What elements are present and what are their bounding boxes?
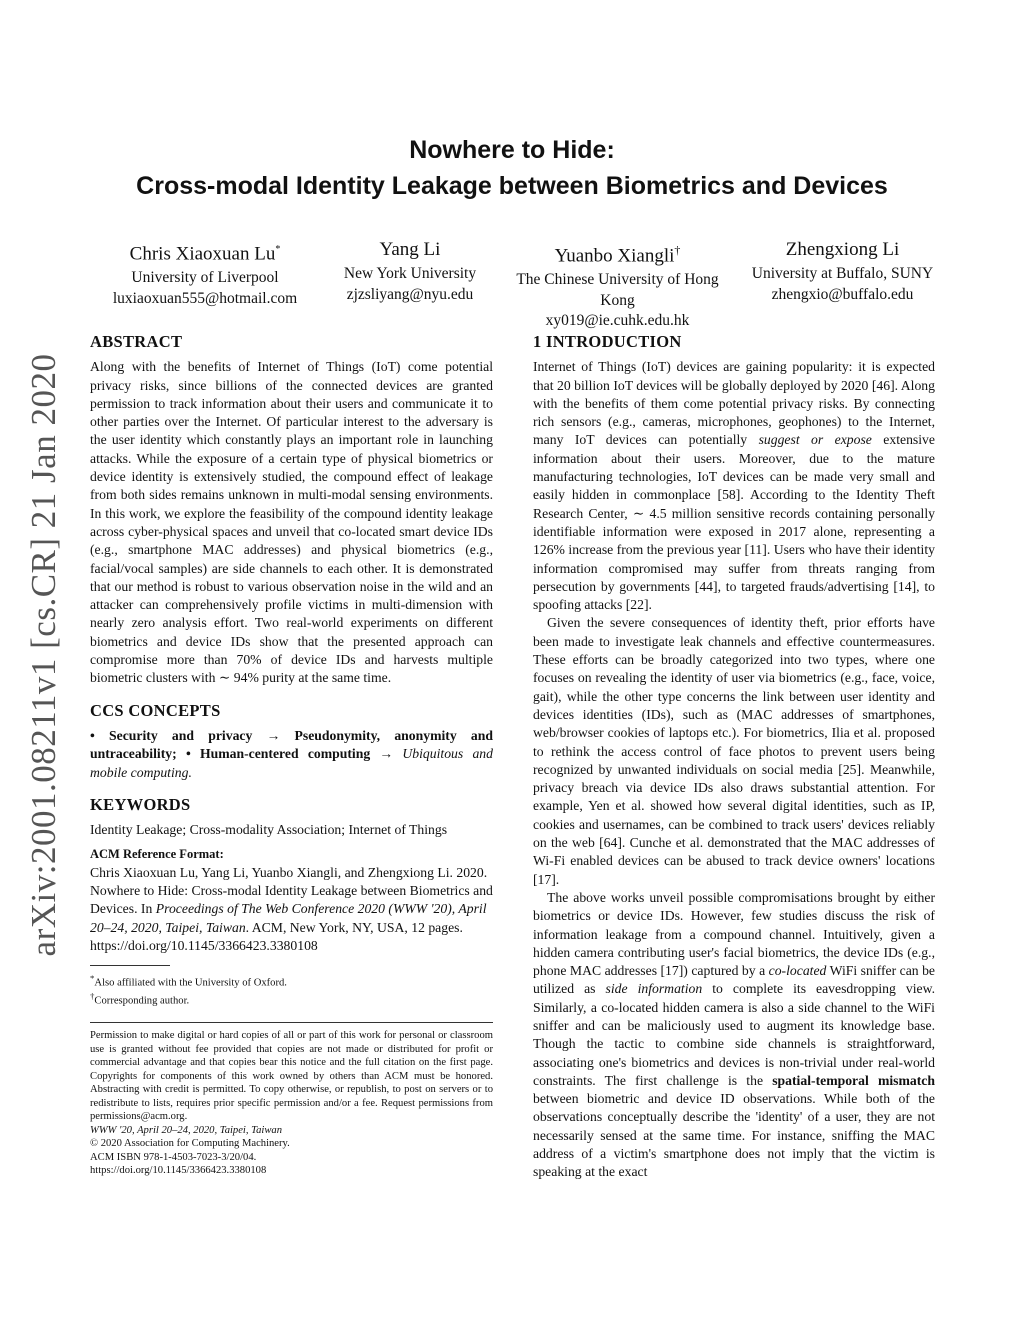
author-name: Yuanbo Xiangli† bbox=[554, 243, 681, 267]
intro-paragraph-1: Internet of Things (IoT) devices are gaining popularity: it is expected that 20 billion IoT devices will be globally deployed by 2020 [46]. Along with the benefits of them come potential privacy risks. By connecting rich sensors (e.g., cameras, microphones, geophones) to the Internet, many IoT devices can potentially suggest or expose extensive information about their users. Moreover, due to the mature manufacturing technologies, IoT devices can be made very small and easily hidden in commonplace [58]. According to the Identity Theft Research Center, ∼ 4.5 million sensitive records containing personally identifiable information were exposed in 2017 alone, representing a 126% increase from the previous year [11]. Users who have their identity information compromised may suffer from threats ranging from persecution by governments [44], to targeted frauds/advertising [14], to spoofing attacks [22]. bbox=[533, 359, 935, 613]
title-line-1: Nowhere to Hide: bbox=[409, 136, 615, 164]
intro-paragraph-2: Given the severe consequences of identity theft, prior efforts have been made to investigate leak channels and effective countermeasures. These efforts can be broadly categorized into two types, where one focuses on revealing the identity of user via biometrics (e.g., face, voice, gait), while the other type concerns the link between user identity and devices identities (IDs), such as (MAC addresses of smartphones, web/browser cookies of laptops etc.). For biometrics, Ilia et al. proposed to rethink the access control of face photos to prevent users being recognized by unwanted individuals on social media [25]. Meanwhile, privacy breach via device IDs also draws substantial attention. For example, Yen et al. showed how several digital identities, such as IP, cookies and usernames, can be combined to track users' devices reliably on the web [64]. Cunche et al. demonstrated that the MAC addresses of Wi-Fi enabled devices can be abused to track device owners' locations [17]. bbox=[533, 615, 935, 887]
author-email: luxiaoxuan555@hotmail.com bbox=[112, 289, 298, 307]
author-affiliation: New York University bbox=[343, 265, 477, 282]
right-column bbox=[533, 333, 935, 1182]
keywords-heading: KEYWORDS bbox=[90, 794, 191, 814]
permission-notice bbox=[90, 1029, 493, 1178]
arxiv-id: arXiv:2001.08211v1 [cs.CR] 21 Jan 2020 bbox=[24, 353, 63, 957]
keywords-text: Identity Leakage; Cross-modality Association; Internet of Things bbox=[90, 822, 448, 838]
intro-heading: 1 INTRODUCTION bbox=[533, 332, 682, 351]
author-block bbox=[90, 236, 950, 332]
author-email: zjzsliyang@nyu.edu bbox=[346, 285, 474, 303]
copyright-line: © 2020 Association for Computing Machinery. bbox=[90, 1138, 290, 1150]
title-line-2: Cross-modal Identity Leakage between Biometrics and Devices bbox=[136, 172, 888, 200]
acm-reference-heading: ACM Reference Format: bbox=[90, 847, 224, 862]
ccs-text: • Security and privacy → Pseudonymity, anonymity and untraceability; • Human-centered computing → Ubiquitous and mobile computing. bbox=[90, 727, 493, 780]
author-3 bbox=[500, 236, 735, 332]
author-name: Yang Li bbox=[379, 239, 441, 260]
conference-line: WWW '20, April 20–24, 2020, Taipei, Taiwan bbox=[90, 1124, 282, 1136]
author-email: zhengxio@buffalo.edu bbox=[771, 285, 914, 303]
permission-rule bbox=[90, 1022, 493, 1023]
left-column bbox=[90, 333, 493, 1178]
footnote-2: †Corresponding author. bbox=[90, 991, 190, 1007]
author-affiliation: The Chinese University of Hong Kong bbox=[516, 271, 719, 309]
ccs-heading: CCS CONCEPTS bbox=[90, 700, 221, 720]
arxiv-stamp bbox=[24, 355, 64, 955]
author-email: xy019@ie.cuhk.edu.hk bbox=[545, 312, 690, 330]
author-affiliation: University at Buffalo, SUNY bbox=[751, 265, 934, 282]
isbn-line: ACM ISBN 978-1-4503-7023-3/20/04. bbox=[90, 1151, 257, 1163]
author-affiliation: University of Liverpool bbox=[131, 269, 279, 287]
intro-paragraph-3: The above works unveil possible compromisations brought by either biometrics or device IDs. However, few studies discuss the risk of information leakage from a compound channel. Intuitively, given a hidden camera contributing user's facial biometrics, the device IDs (e.g., phone MAC addresses [17]) captured by a co-located WiFi sniffer can be utilized as side information to complete its eavesdropping view. Similarly, a co-located hidden camera is also a side channel to the WiFi sniffer and can be maliciously used to augment its knowledge base. Though the tactic to combine side channels is straightforward, associating one's biometrics and devices is non-trivial under real-world constraints. The first challenge is the spatial-temporal mismatch between biometric and device ID observations. While both of the observations conceptually describe the 'identity' of a user, they are not necessarily sensed at the same time. For instance, sniffing the MAC address of a victim's smartphone does not imply that the victim is speaking at the exact bbox=[533, 889, 936, 1180]
abstract-heading: ABSTRACT bbox=[90, 332, 183, 351]
footnote-rule bbox=[90, 965, 170, 966]
abstract-text: Along with the benefits of Internet of Things (IoT) come potential privacy risks, since billions of the connected devices are granted permission to track information about their users and communicate it to other parties over the Internet. Of particular interest to the adversary is the user identity which constantly plays an important role in launching attacks. While the exposure of a certain type of physical biometrics or device identity is extensively studied, the compound effect of leakage from both sides remains unknown in multi-modal sensing environments. In this work, we explore the feasibility of the compound identity leakage across cyber-physical spaces and unveil that co-located smart device IDs (e.g., smartphone MAC addresses) and physical biometrics (e.g., facial/vocal samples) are side channels to each other. It is demonstrated that our method is robust to various observation noise in the wild and an attacker can comprehensively profile victims in multi-dimension with nearly zero analysis effort. Two real-world experiments on different biometrics and device IDs show that the presented approach can compromise more than 70% of device IDs and harvests multiple biometric clusters with ∼ 94% purity at the same time. bbox=[90, 359, 493, 686]
author-1 bbox=[90, 236, 320, 332]
author-name: Zhengxiong Li bbox=[785, 239, 900, 260]
author-name: Chris Xiaoxuan Lu* bbox=[129, 243, 281, 265]
permission-text: Permission to make digital or hard copies of all or part of this work for personal or classroom use is granted without fee provided that copies are not made or distributed for profit or commercial advantage and that copies bear this notice and the full citation on the first page. Copyrights for components of this work owned by others than ACM must be honored. Abstracting with credit is permitted. To copy otherwise, or republish, to post on servers or to redistribute to lists, requires prior specific permission and/or a fee. Request permissions from permissions@acm.org. bbox=[90, 1030, 493, 1123]
footnote-1: *Also affiliated with the University of Oxford. bbox=[90, 973, 287, 989]
paper-title bbox=[60, 132, 964, 204]
acm-reference-text: Chris Xiaoxuan Lu, Yang Li, Yuanbo Xiangli, and Zhengxiong Li. 2020. Nowhere to Hide: Cross-modal Identity Leakage between Biometrics and Devices. In Proceedings of The Web Conference 2020 (WWW '20), April 20–24, 2020, Taipei, Taiwan. ACM, New York, NY, USA, 12 pages. https://doi.org/10.1145/3366423.3380108 bbox=[90, 864, 493, 953]
author-2 bbox=[320, 236, 500, 332]
author-4 bbox=[735, 236, 950, 332]
doi-line: https://doi.org/10.1145/3366423.3380108 bbox=[90, 1165, 267, 1177]
